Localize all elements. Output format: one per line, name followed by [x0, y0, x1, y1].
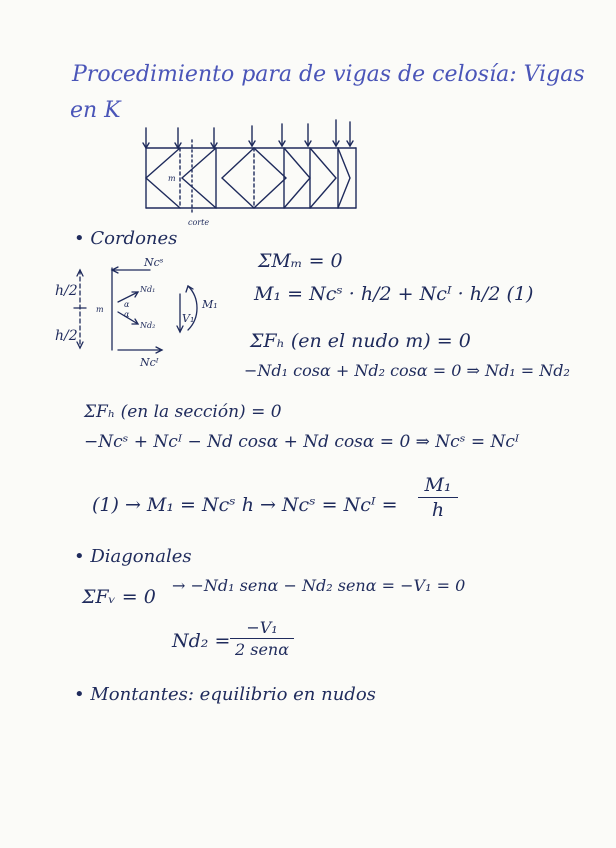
nd2-lhs: Nd₂ =: [172, 630, 231, 652]
sum-fh-cut-eq: ΣFₕ (en la sección) = 0: [84, 402, 282, 422]
alpha1-label: α: [124, 300, 130, 309]
section-cordones: • Cordones: [74, 228, 178, 249]
nci-label: Ncᴵ: [140, 356, 159, 369]
m1-over-h-fraction: [418, 474, 458, 521]
page-title-line2: en K: [70, 98, 121, 123]
cut-equation: −Ncˢ + Ncᴵ − Nd cosα + Nd cosα = 0 ⇒ Ncˢ = Ncᴵ: [84, 432, 520, 452]
h-bottom-label: h/2: [55, 328, 78, 344]
sum-fh-node-eq: ΣFₕ (en el nudo m) = 0: [250, 330, 471, 352]
fraction-numerator: M₁: [424, 474, 452, 496]
fraction-bar: [418, 497, 458, 498]
nd2-numerator: −V₁: [246, 618, 278, 637]
m1-label: M₁: [202, 298, 218, 311]
section-cordones-label: Cordones: [90, 228, 178, 249]
ncs-label: Ncˢ: [144, 256, 164, 269]
cut-label: corte: [188, 218, 210, 227]
section-montantes: • Montantes: equilibrio en nudos: [74, 684, 376, 705]
h-top-label: h/2: [55, 283, 78, 299]
nd2-denominator: 2 senα: [234, 640, 290, 659]
v1-label: V₁: [182, 312, 195, 325]
fraction-denominator: h: [431, 499, 445, 521]
node-equilibrium-eq: −Nd₁ cosα + Nd₂ cosα = 0 ⇒ Nd₁ = Nd₂: [244, 361, 570, 380]
section-montantes-label: Montantes: equilibrio en nudos: [90, 684, 376, 705]
sum-moments-eq: ΣMₘ = 0: [258, 250, 343, 272]
diagonal-equation: → −Nd₁ senα − Nd₂ senα = −V₁ = 0: [172, 576, 466, 595]
node-m-label: m: [168, 174, 176, 183]
nd1-label: Nd₁: [140, 285, 156, 294]
nd2-fraction-bar: [230, 638, 294, 639]
nd2-label: Nd₂: [140, 321, 156, 330]
sum-fv-eq: ΣFᵥ = 0: [82, 586, 156, 608]
alpha2-label: α: [124, 310, 130, 319]
page-title: Procedimiento para de vigas de celosía: Vigas: [72, 62, 585, 87]
nd2-fraction: [230, 618, 294, 659]
m1-equation: M₁ = Ncˢ · h/2 + Ncᴵ · h/2 (1): [254, 283, 534, 305]
section-diagonales: • Diagonales: [74, 546, 192, 567]
from-eq1: (1) → M₁ = Ncˢ h → Ncˢ = Ncᴵ =: [92, 494, 398, 516]
fbd-m-label: m: [96, 305, 104, 314]
section-diagonales-label: Diagonales: [90, 546, 192, 567]
